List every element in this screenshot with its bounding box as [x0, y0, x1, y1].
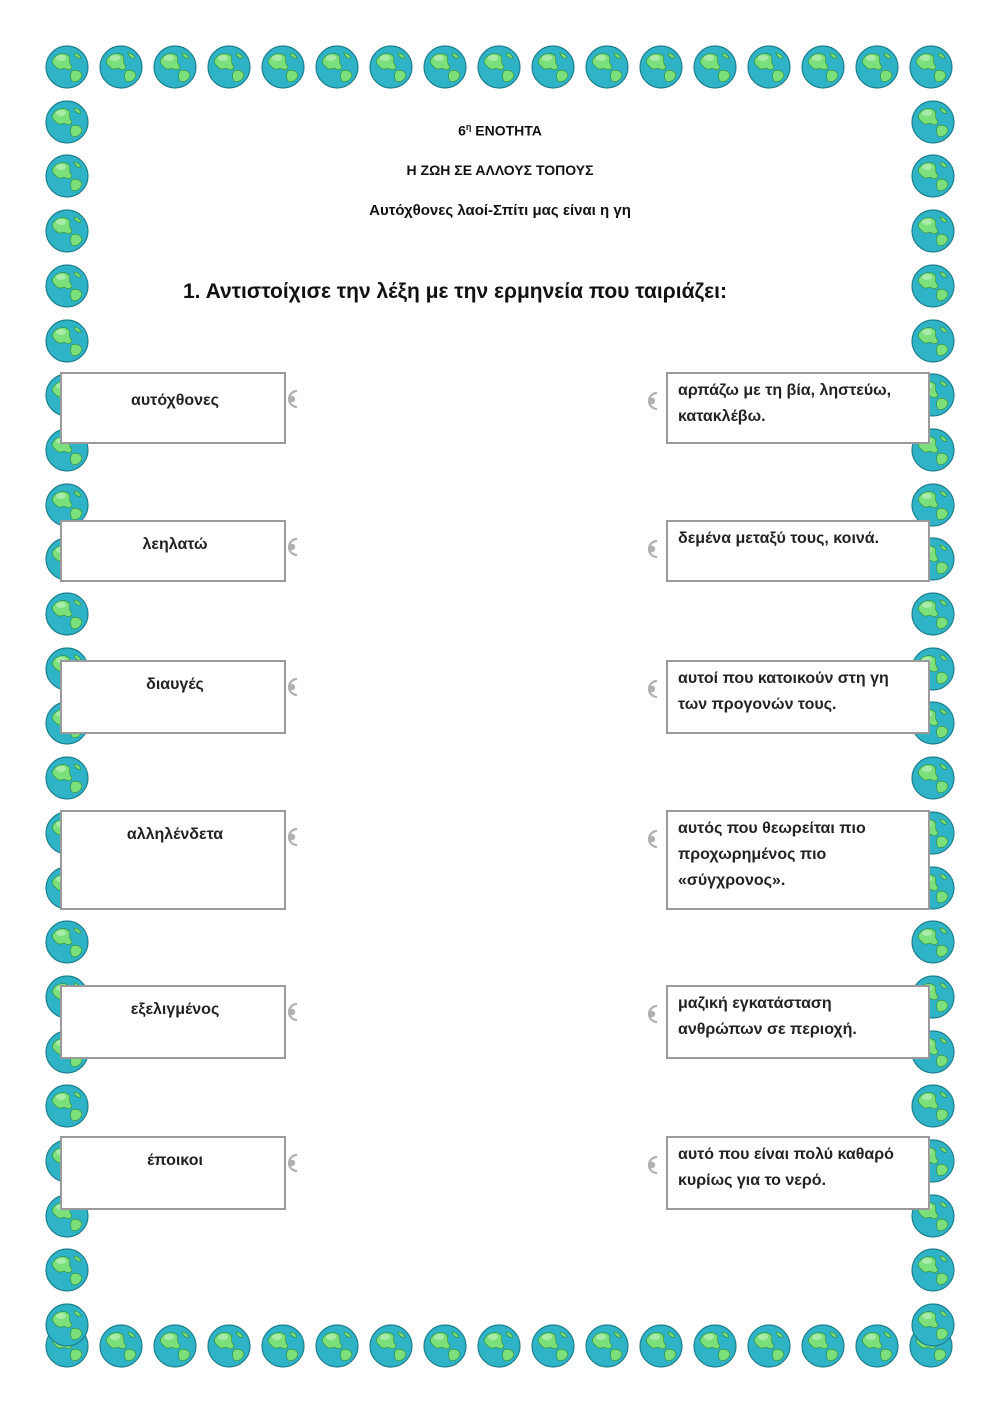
- connector-dot-icon[interactable]: [644, 1003, 660, 1025]
- globe-icon: [476, 44, 522, 90]
- definition-line: ανθρώπων σε περιοχή.: [678, 1021, 857, 1038]
- globe-icon: [44, 1083, 90, 1129]
- globe-icon: [422, 1323, 468, 1369]
- globe-icon: [854, 1323, 900, 1369]
- globe-icon: [314, 1323, 360, 1369]
- globe-icon: [260, 44, 306, 90]
- connector-dot-icon[interactable]: [644, 538, 660, 560]
- word-box[interactable]: [60, 985, 286, 1059]
- connector-dot-icon[interactable]: [284, 826, 300, 848]
- word-box[interactable]: [60, 372, 286, 444]
- word-label: αλληλένδετα: [126, 826, 224, 843]
- definition-line: προχωρημένος πιο: [678, 846, 827, 863]
- definition-line: αρπάζω με τη βία, ληστεύω,: [678, 382, 892, 399]
- globe-icon: [44, 755, 90, 801]
- definition-line: αυτός που θεωρείται πιο: [678, 820, 866, 837]
- definition-line: αυτοί που κατοικούν στη γη: [678, 670, 889, 687]
- globe-icon: [44, 1247, 90, 1293]
- definition-box[interactable]: [666, 520, 930, 582]
- definition-line: μαζική εγκατάσταση: [678, 995, 832, 1012]
- word-label: εξελιγμένος: [130, 1001, 220, 1018]
- unit-heading: $6^\eta$ ΕΝΟΤΗΤΑ: [458, 122, 542, 139]
- globe-icon: [44, 591, 90, 637]
- globe-icon: [910, 1247, 956, 1293]
- globe-icon: [910, 1302, 956, 1348]
- globe-icon: [800, 44, 846, 90]
- globe-icon: [910, 919, 956, 965]
- globe-icon: [800, 1323, 846, 1369]
- globe-icon: [854, 44, 900, 90]
- globe-icon: [44, 263, 90, 309]
- globe-icon: [260, 1323, 306, 1369]
- word-label: έποικοι: [147, 1152, 203, 1169]
- definition-line: αυτό που είναι πολύ καθαρό: [678, 1146, 894, 1163]
- unit-subtitle: Η ΖΩΗ ΣΕ ΑΛΛΟΥΣ ΤΟΠΟΥΣ: [406, 162, 594, 178]
- globe-icon: [44, 919, 90, 965]
- globe-icon: [368, 1323, 414, 1369]
- globe-icon: [476, 1323, 522, 1369]
- globe-icon: [638, 1323, 684, 1369]
- globe-icon: [584, 44, 630, 90]
- topic-heading: Αυτόχθονες λαοί-Σπίτι μας είναι η γη: [369, 202, 631, 219]
- word-box[interactable]: [60, 520, 286, 582]
- definition-box[interactable]: [666, 372, 930, 444]
- definition-line: των προγονών τους.: [678, 696, 837, 713]
- globe-icon: [910, 318, 956, 364]
- globe-icon: [314, 44, 360, 90]
- definition-box[interactable]: [666, 660, 930, 734]
- definition-line: δεμένα μεταξύ τους, κοινά.: [678, 530, 880, 547]
- globe-icon: [206, 44, 252, 90]
- connector-dot-icon[interactable]: [284, 536, 300, 558]
- globe-icon: [584, 1323, 630, 1369]
- connector-dot-icon[interactable]: [284, 676, 300, 698]
- exercise-instruction: 1. Αντιστοίχισε την λέξη με την ερμηνεία που ταιριάζει:: [183, 280, 727, 303]
- connector-dot-icon[interactable]: [284, 388, 300, 410]
- globe-icon: [152, 44, 198, 90]
- globe-icon: [530, 44, 576, 90]
- globe-icon: [908, 44, 954, 90]
- globe-icon: [692, 1323, 738, 1369]
- connector-dot-icon[interactable]: [644, 390, 660, 412]
- globe-icon: [910, 263, 956, 309]
- connector-dot-icon[interactable]: [644, 1154, 660, 1176]
- globe-icon: [206, 1323, 252, 1369]
- globe-icon: [910, 755, 956, 801]
- definition-box[interactable]: [666, 1136, 930, 1210]
- globe-icon: [746, 1323, 792, 1369]
- globe-icon: [910, 591, 956, 637]
- word-label: διαυγές: [146, 676, 204, 693]
- connector-dot-icon[interactable]: [284, 1152, 300, 1174]
- globe-icon: [98, 44, 144, 90]
- globe-icon: [98, 1323, 144, 1369]
- globe-icon: [44, 44, 90, 90]
- word-label: λεηλατώ: [142, 536, 208, 553]
- globe-icon: [44, 1302, 90, 1348]
- globe-icon: [530, 1323, 576, 1369]
- globe-icon: [746, 44, 792, 90]
- globe-icon: [368, 44, 414, 90]
- connector-dot-icon[interactable]: [644, 828, 660, 850]
- connector-dot-icon[interactable]: [644, 678, 660, 700]
- word-box[interactable]: [60, 810, 286, 910]
- word-box[interactable]: [60, 660, 286, 734]
- globe-icon: [638, 44, 684, 90]
- globe-icon: [44, 318, 90, 364]
- globe-icon: [152, 1323, 198, 1369]
- word-label: αυτόχθονες: [131, 392, 219, 409]
- definition-line: κατακλέβω.: [678, 408, 766, 425]
- globe-icon: [422, 44, 468, 90]
- connector-dot-icon[interactable]: [284, 1001, 300, 1023]
- definition-box[interactable]: [666, 985, 930, 1059]
- definition-line: κυρίως για το νερό.: [678, 1172, 827, 1189]
- globe-icon: [692, 44, 738, 90]
- globe-icon: [910, 1083, 956, 1129]
- definition-line: «σύγχρονος».: [678, 872, 786, 889]
- word-box[interactable]: [60, 1136, 286, 1210]
- definition-box[interactable]: [666, 810, 930, 910]
